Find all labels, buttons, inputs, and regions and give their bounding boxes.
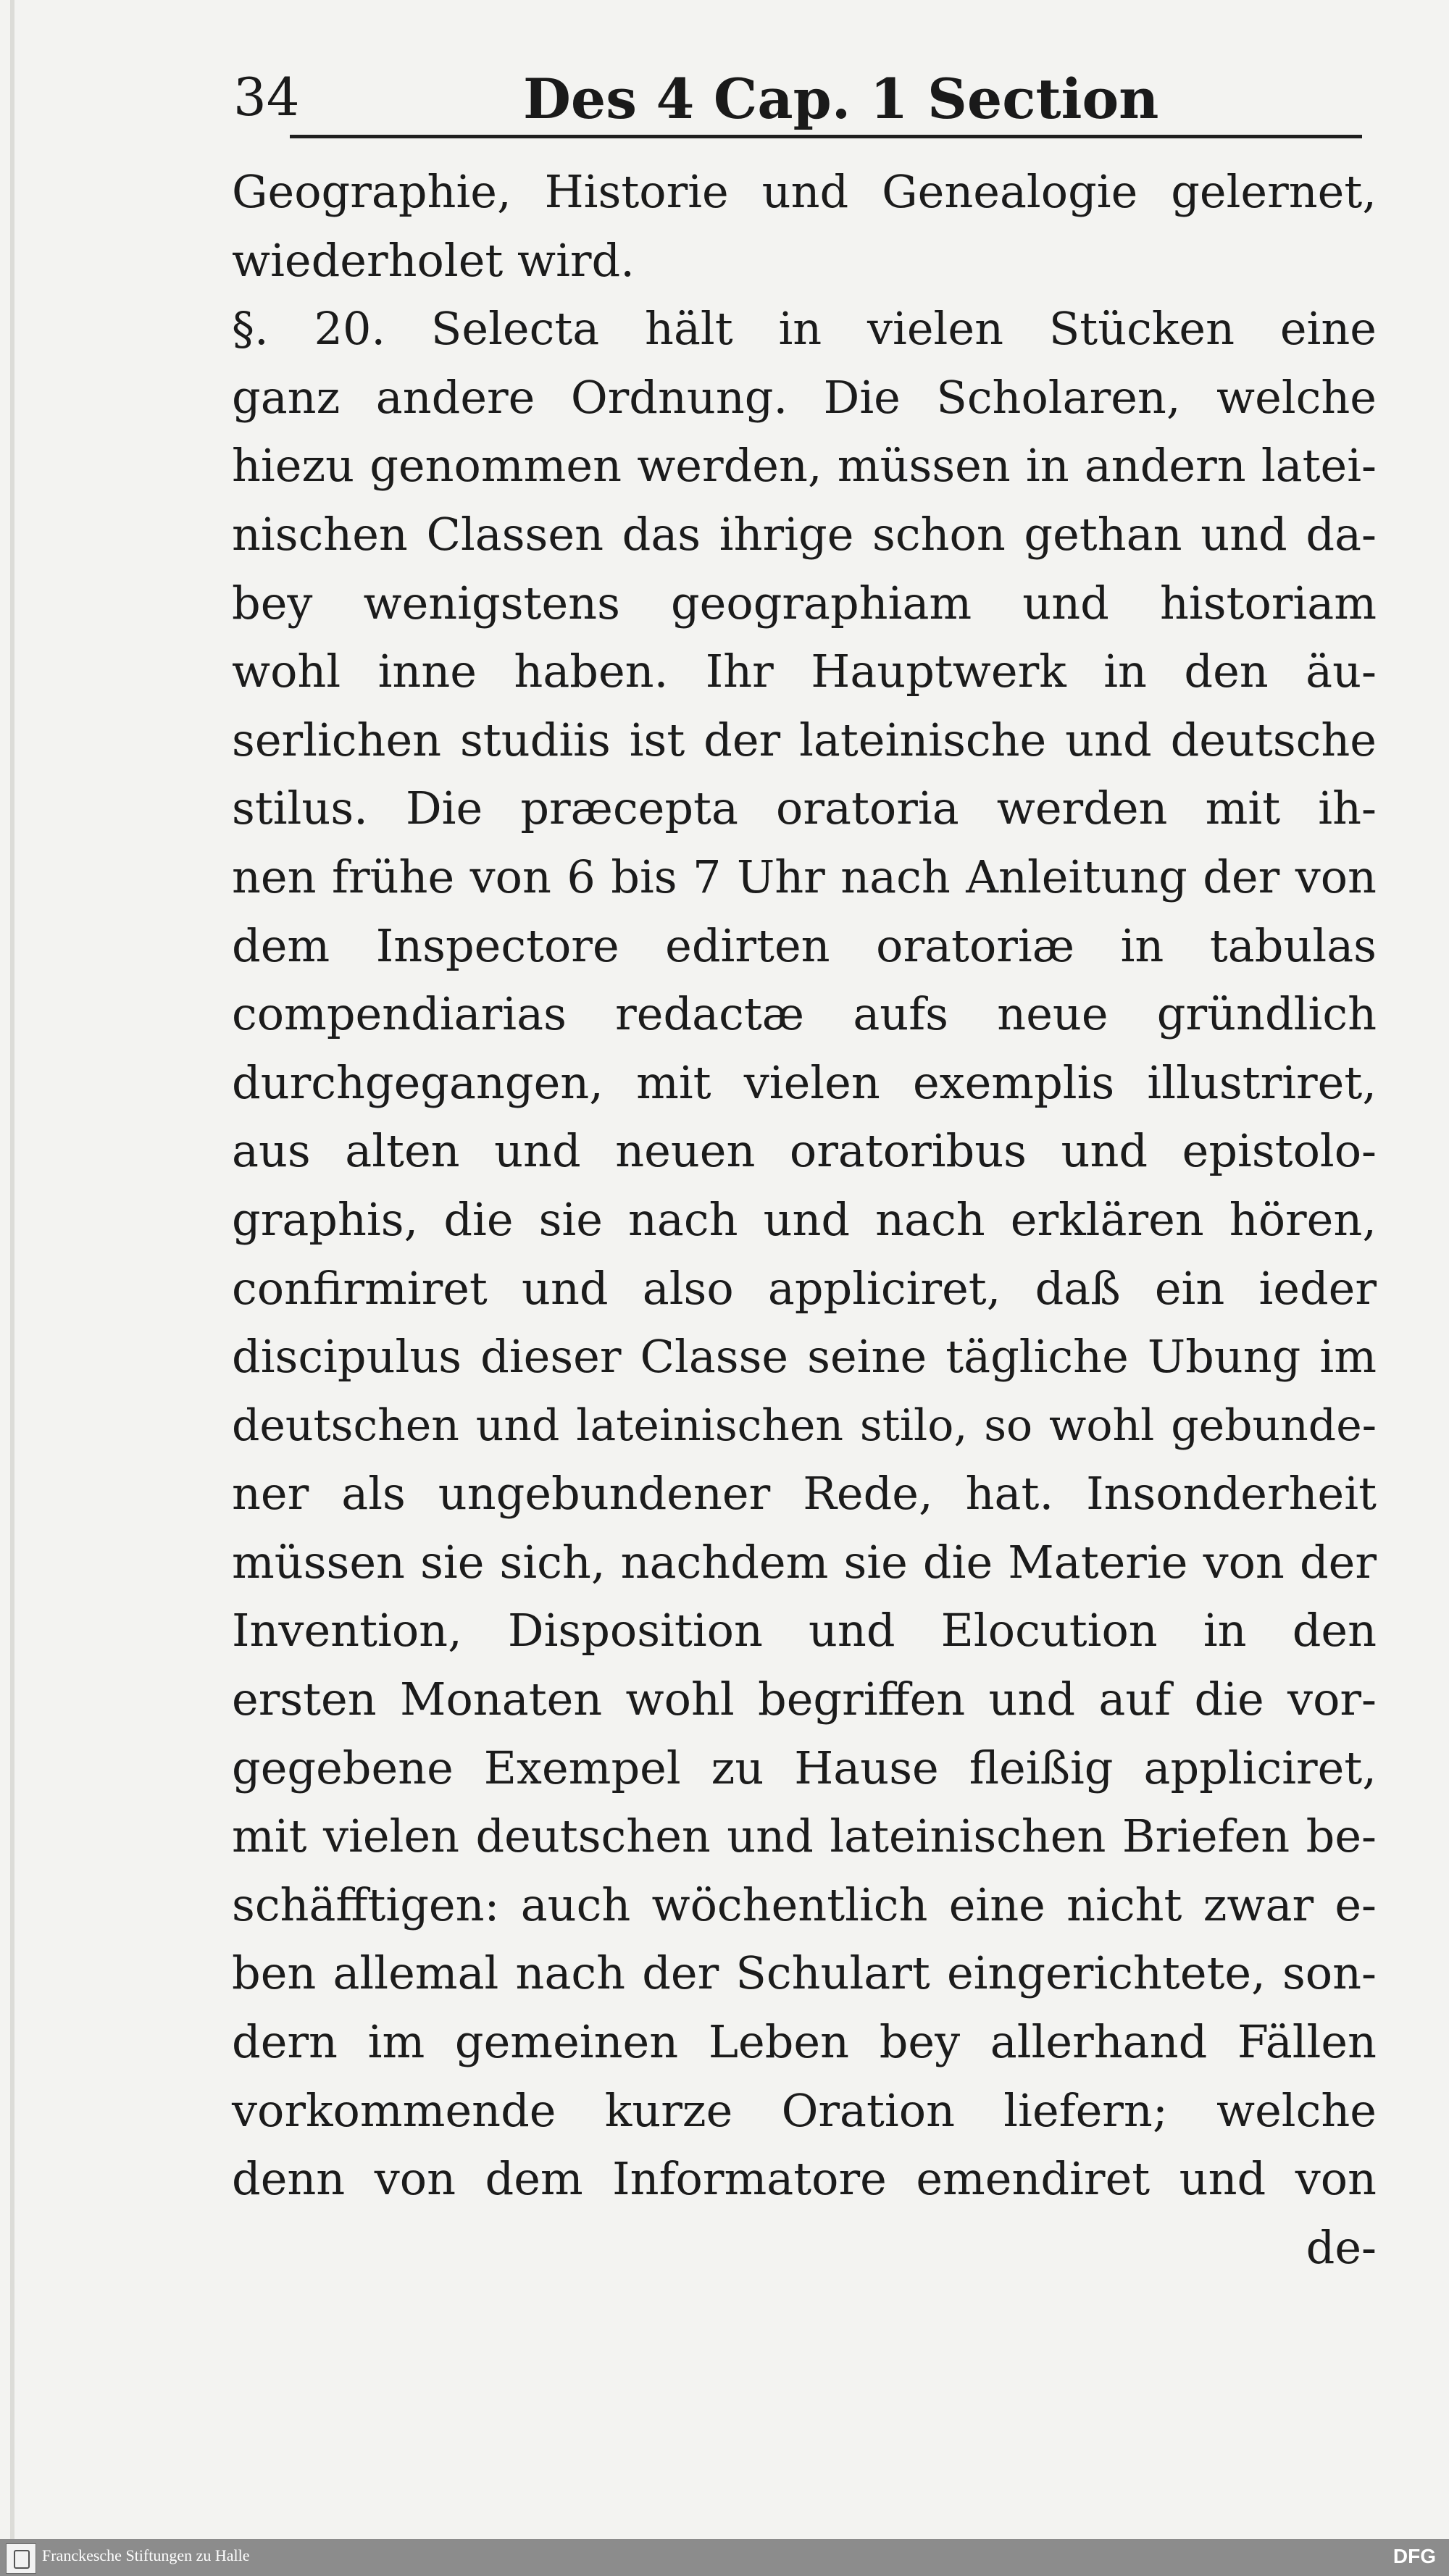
text-line: confirmiret und also appliciret, daß ein ieder bbox=[232, 1261, 1377, 1315]
text-line: nischen Classen das ihrige schon gethan und da- bbox=[232, 507, 1377, 561]
text-line: müssen sie sich, nachdem sie die Materie von der bbox=[232, 1535, 1377, 1589]
text-line: dern im gemeinen Leben bey allerhand Fällen bbox=[232, 2015, 1377, 2069]
text-line: wiederholet wird. bbox=[232, 233, 635, 287]
text-line: denn von dem Informatore emendiret und von bbox=[232, 2152, 1377, 2206]
text-line: durchgegangen, mit vielen exemplis illustriret, bbox=[232, 1055, 1377, 1109]
text-line: discipulus dieser Classe seine tägliche Ubung im bbox=[232, 1330, 1377, 1384]
text-line: schäfftigen: auch wöchentlich eine nicht zwar e- bbox=[232, 1878, 1377, 1931]
text-line: compendiarias redactæ aufs neue gründlich bbox=[232, 987, 1377, 1041]
text-line: nen frühe von 6 bis 7 Uhr nach Anleitung der von bbox=[232, 850, 1377, 903]
text-line: ersten Monaten wohl begriffen und auf die vor- bbox=[232, 1673, 1377, 1726]
text-line: stilus. Die præcepta oratoria werden mit ih- bbox=[232, 782, 1377, 835]
text-line: bey wenigstens geographiam und historiam bbox=[232, 576, 1377, 630]
text-line: mit vielen deutschen und lateinischen Briefen be- bbox=[232, 1810, 1377, 1863]
text-line: serlichen studiis ist der lateinische und deutsche bbox=[232, 713, 1377, 766]
viewer-footer bbox=[0, 2539, 1449, 2576]
dfg-logo: DFG bbox=[1392, 2545, 1436, 2567]
source-credit: Franckesche Stiftungen zu Halle bbox=[42, 2546, 250, 2564]
page-header bbox=[233, 67, 1364, 139]
text-line: hiezu genommen werden, müssen in andern latei- bbox=[232, 439, 1377, 493]
running-head: Des 4 Cap. 1 Section bbox=[523, 67, 1159, 131]
text-line: ben allemal nach der Schulart eingerichtete, son- bbox=[232, 1946, 1377, 2000]
text-line: wohl inne haben. Ihr Hauptwerk in den äu- bbox=[232, 645, 1377, 698]
page-number: 34 bbox=[233, 67, 300, 127]
header-rule bbox=[290, 135, 1362, 138]
text-line: §. 20. Selecta hält in vielen Stücken eine bbox=[232, 302, 1377, 356]
text-line: Geographie, Historie und Genealogie gelernet, bbox=[232, 165, 1377, 218]
text-line: ganz andere Ordnung. Die Scholaren, welche bbox=[232, 370, 1377, 424]
body-text bbox=[232, 158, 1377, 2282]
text-line: ner als ungebundener Rede, hat. Insonderheit bbox=[232, 1467, 1377, 1521]
text-line: dem Inspectore edirten oratoriæ in tabulas bbox=[232, 919, 1377, 972]
page-edge bbox=[10, 0, 14, 2539]
text-line: aus alten und neuen oratoribus und epistolo- bbox=[232, 1124, 1377, 1178]
text-line: Invention, Disposition und Elocution in den bbox=[232, 1604, 1377, 1657]
text-line: gegebene Exempel zu Hause fleißig appliciret, bbox=[232, 1741, 1377, 1794]
text-line: deutschen und lateinischen stilo, so wohl gebunde- bbox=[232, 1400, 1377, 1451]
catchword: de- bbox=[1306, 2220, 1377, 2274]
text-line: graphis, die sie nach und nach erklären hören, bbox=[232, 1192, 1377, 1246]
library-logo-icon bbox=[6, 2543, 36, 2574]
text-line: vorkommende kurze Oration liefern; welche bbox=[232, 2083, 1377, 2137]
